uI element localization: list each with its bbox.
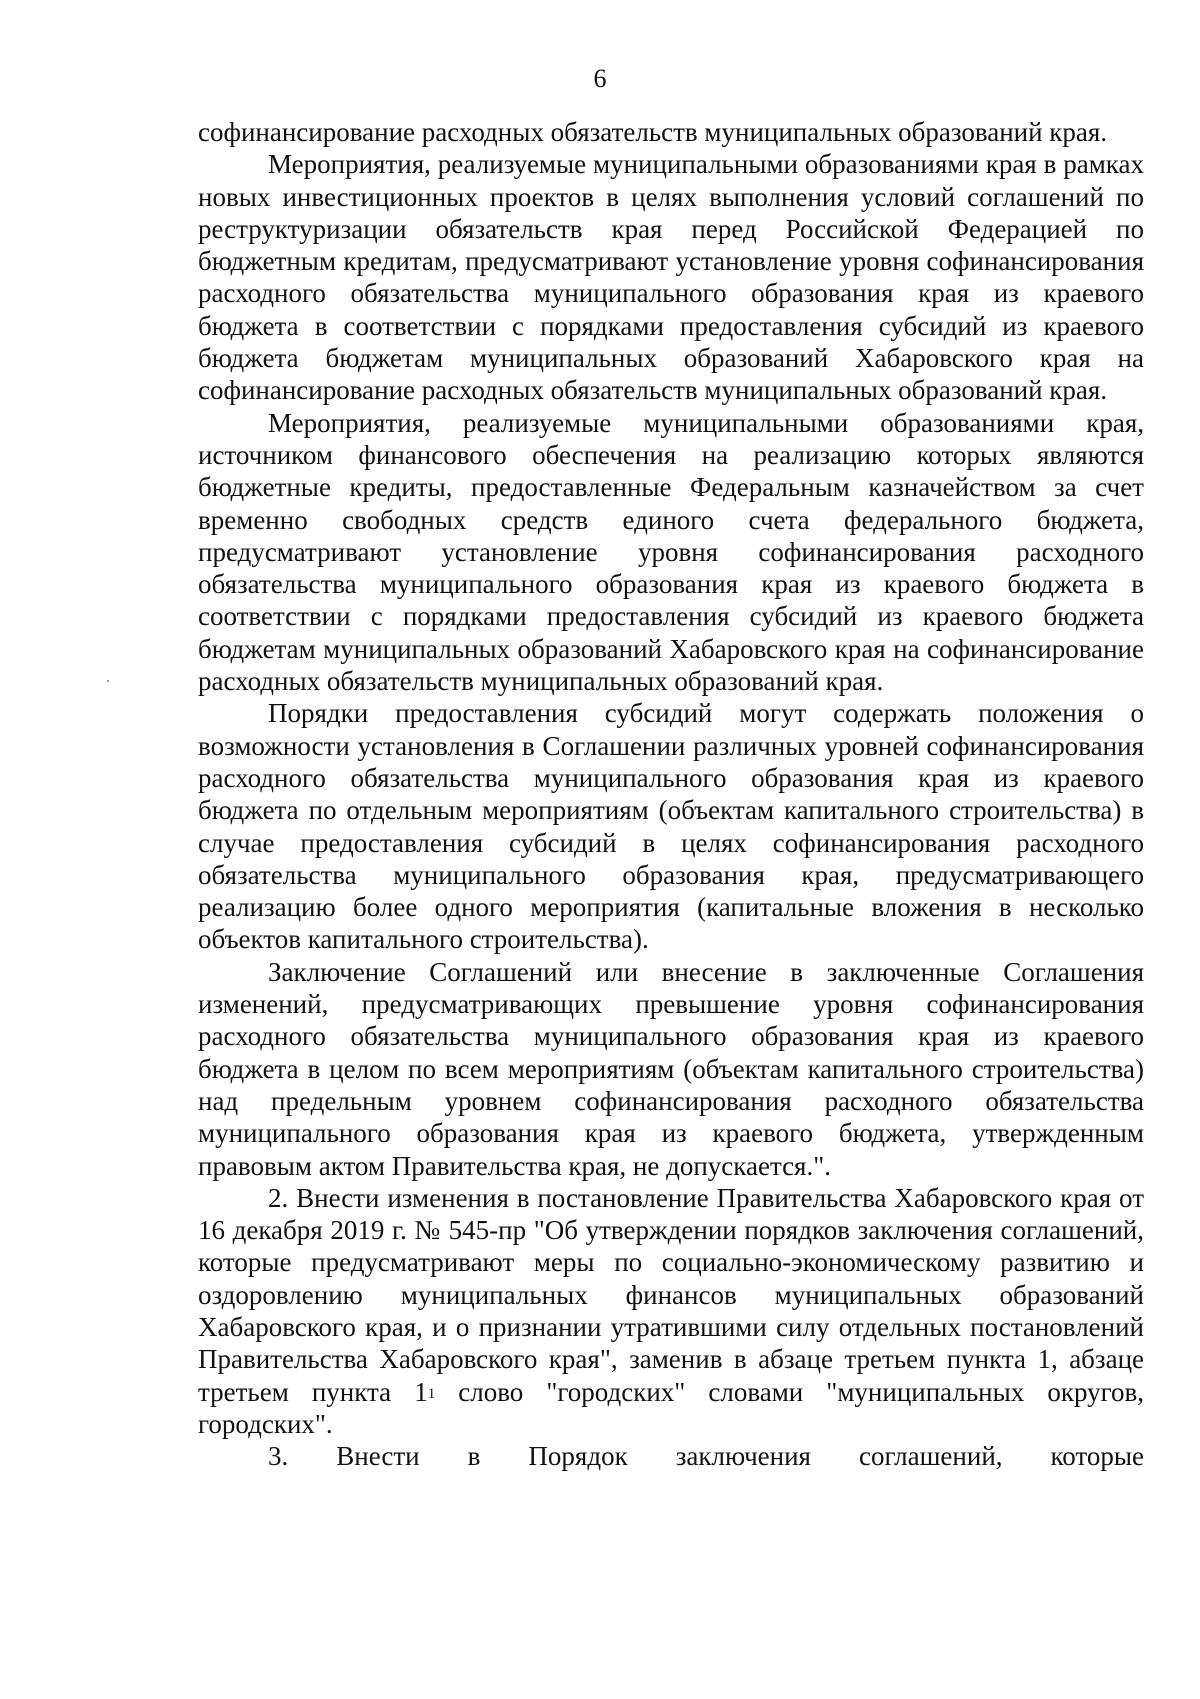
paragraph-item-3: 3. Внести в Порядок заключения соглашений, которые [268, 1441, 1144, 1472]
paragraph-continuation: софинансирование расходных обязательств муниципальных образований края. [198, 117, 1108, 147]
page-number: 6 [593, 64, 607, 93]
item-2-text-start: 2. Внести изменения в постановление Правительства Хабаровского края от 16 декабря 2019 г. № 545-пр "Об утверждении порядков заключения соглашений, которые предусматривают меры по социально-экономическому развитию и оздоровлению муниципальных финансов муниципальных образований Хабаровского края, и о признании утратившими силу отдельных постановлений Правительства Хабаровского края", заменив в абзаце третьем пункта 1, абзаце третьем пункта 1 [198, 1182, 1144, 1407]
scan-speck [107, 680, 109, 682]
item-2-text-end: слово "городских" словами "муниципальных округов, городских". [198, 1376, 1144, 1439]
paragraph-investment-projects: Мероприятия, реализуемые муниципальными образованиями края в рамках новых инвестиционных проектов в целях выполнения условий соглашений по реструктуризации обязательств края перед Российской Федерацией по бюджетным кредитам, предусматривают установление уровня софинансирования расходного обязательства муниципального образования края из краевого бюджета в соответствии с порядками предоставления субсидий из краевого бюджета бюджетам муниципальных образований Хабаровского края на софинансирование расходных обязательств муниципальных образований края. [198, 149, 1144, 406]
paragraph-agreements-limit: Заключение Соглашений или внесение в заключенные Соглашения изменений, предусматривающих превышение уровня софинансирования расходного обязательства муниципального образования края из краевого бюджета в целом по всем мероприятиям (объектам капитального строительства) над предельным уровнем софинансирования расходного обязательства муниципального образования края из краевого бюджета, утвержденным правовым актом Правительства края, не допускается.". [198, 956, 1144, 1181]
document-body [198, 116, 1144, 1472]
paragraph-subsidy-procedures: Порядки предоставления субсидий могут содержать положения о возможности установления в Соглашении различных уровней софинансирования расходного обязательства муниципального образования края из краевого бюджета по отдельным мероприятиям (объектам капитального строительства) в случае предоставления субсидий в целях софинансирования расходного обязательства муниципального образования края, предусматривающего реализацию более одного мероприятия (капитальные вложения в несколько объектов капитального строительства). [198, 698, 1144, 955]
item-2-superscript: 1 [427, 1385, 436, 1402]
paragraph-item-2 [198, 1182, 1144, 1440]
paragraph-budget-credits: Мероприятия, реализуемые муниципальными образованиями края, источником финансового обеспечения на реализацию которых являются бюджетные кредиты, предоставленные Федеральным казначейством за счет временно свободных средств единого счета федерального бюджета, предусматривают установление уровня софинансирования расходного обязательства муниципального образования края из краевого бюджета в соответствии с порядками предоставления субсидий из краевого бюджета бюджетам муниципальных образований Хабаровского края на софинансирование расходных обязательств муниципальных образований края. [198, 407, 1144, 697]
